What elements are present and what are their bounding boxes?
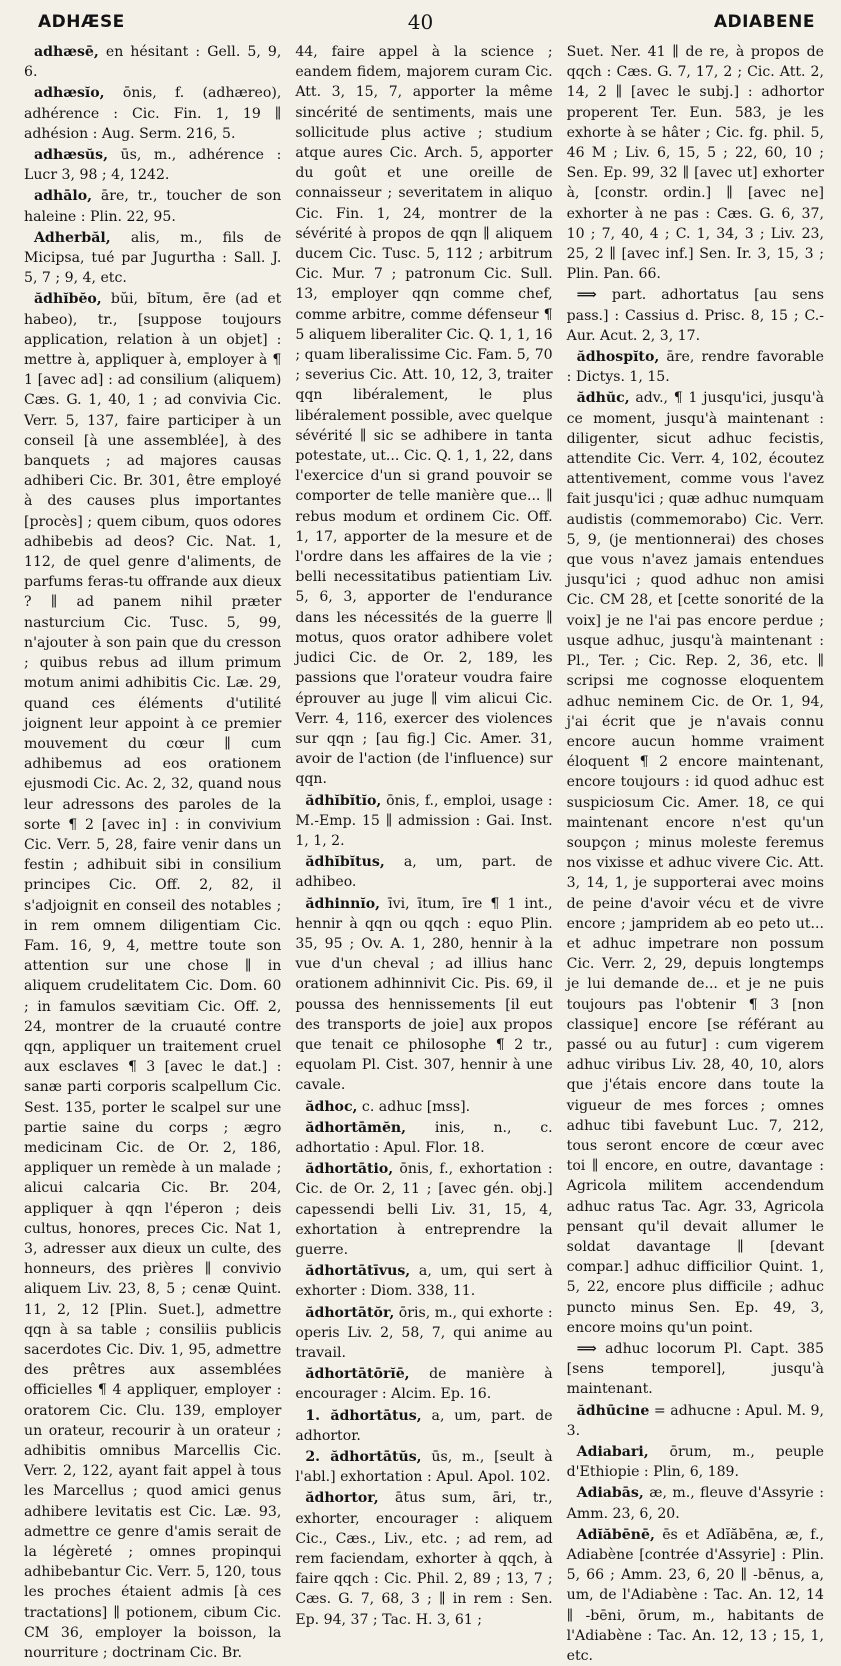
dictionary-entry (567, 285, 824, 346)
dictionary-entry (295, 1488, 552, 1629)
entry-definition: ātus sum, āri, tr., exhorter, encourager : aliquem Cic., Cæs., Liv., etc. ; ad rem, ad rem faciendam, exhorter à qqch, à faire qqch : Cic. Phil. 2, 89 ; 13, 7 ; Cæs. G. 7, 68, 3 ; ∥ in rem : Sen. Ep. 94, 37 ; Tac. H. 3, 61 ; (295, 1490, 553, 1628)
entry-headword: ădhŭc, (576, 390, 630, 407)
entry-definition: æ, m., fleuve d'Assyrie : Amm. 23, 6, 20. (566, 1485, 824, 1522)
dictionary-entry (567, 1442, 824, 1482)
entry-headword: 1. ădhortātus, (305, 1407, 422, 1424)
dictionary-entry (295, 1406, 552, 1446)
page-number: 40 (407, 10, 434, 34)
entry-headword: ădhoc, (305, 1098, 358, 1115)
dictionary-entry (567, 1339, 824, 1400)
dictionary-entry (295, 1097, 552, 1117)
column-3 (566, 42, 824, 1665)
entry-definition: ōnis, f. (adhæreo), adhérence : Cic. Fin. 1, 19 ∥ adhésion : Aug. Serm. 216, 5. (24, 85, 282, 142)
dictionary-entry (567, 1483, 824, 1523)
column-1 (24, 42, 282, 1662)
entry-headword: Adiabās, (576, 1485, 644, 1502)
entry-headword: Adiabari, (576, 1444, 649, 1461)
entry-definition: adhuc locorum Pl. Capt. 385 [sens temporel], jusqu'à maintenant. (566, 1341, 824, 1398)
entry-definition: ōrum, m., peuple d'Ethiopie : Plin, 6, 189. (566, 1444, 824, 1481)
dictionary-entry (567, 388, 824, 1338)
entry-definition: a, um, qui sert à exhorter : Diom. 338, 11. (295, 1263, 553, 1300)
dictionary-entry (567, 347, 824, 387)
entry-headword: ădhospĭto, (576, 349, 660, 366)
dictionary-entry (295, 1303, 552, 1364)
text-columns (24, 42, 824, 1665)
entry-definition: ūs, m., adhérence : Lucr 3, 98 ; 4, 1242. (24, 147, 282, 184)
dictionary-entry (24, 228, 281, 289)
column-2 (295, 42, 553, 1628)
entry-headword: ⟹ (576, 1341, 597, 1357)
entry-headword: ⟹ (576, 287, 597, 304)
entry-definition: c. adhuc [mss]. (357, 1098, 471, 1115)
entry-definition: āre, tr., toucher de son haleine : Plin. 22, 95. (24, 188, 282, 225)
entry-definition: īvi, ītum, īre ¶ 1 int., hennir à qqn ou qqch : equo Plin. 35, 95 ; Ov. A. 1, 280, hennir à la vue d'un cheval ; ad illius hanc orationem adhinnivit Cic. Pis. 69, il poussa des hennissements [il eut des transports de joie] aux propos que tenait ce philosophe ¶ 2 tr., equolam Pl. Cist. 307, hennir à une cavale. (295, 895, 553, 1094)
header-right-guideword: ADIABENE (713, 12, 815, 32)
entry-definition: ōnis, f., exhortation : Cic. de Or. 2, 11 ; [avec gén. obj.] capessendi belli Liv. 31, 15, 4, exhortation à entreprendre la guerre. (295, 1161, 553, 1258)
entry-definition: adv., ¶ 1 jusqu'ici, jusqu'à ce moment, jusqu'à maintenant : diligenter, sicut adhuc fecistis, attendite Cic. Verr. 4, 102, écoutez attentivement, comme vous l'avez fait jusqu'ici ; quæ adhuc numquam audistis (commemorabo) Cic. Verr. 5, 9, (je mentionnerai) des choses que vous n'avez jamais entendues jusqu'ici ; quod adhuc non amisi Cic. CM 28, et [cette sonorité de la voix] je ne l'ai pas encore perdue ; usque adhuc, jusqu'à maintenant : Pl., Ter. ; Cic. Rep. 2, 36, etc. ∥ scripsi me cognosse eloquentem adhuc neminem Cic. de Or. 1, 94, j'ai écrit que je n'avais connu encore aucun homme vraiment éloquent ¶ 2 encore maintenant, encore toujours : id quod adhuc est suspiciosum Cic. Amer. 18, ce qui maintenant encore n'est qu'un soupçon ; minus moleste feremus nos vixisse et adhuc vivere Cic. Att. 3, 14, 1, je supporterai avec moins de peine d'avoir vécu et de vivre encore ; jampridem ab eo peto ut... et adhuc impetrare non possum Cic. Verr. 2, 29, depuis longtemps je lui demande de... et je ne puis toujours pas l'obtenir ¶ 3 [non classique] encore [se référant au passé ou au futur] : cum vigerem adhuc viribus Liv. 28, 40, 10, alors que j'étais encore dans toute la vigueur de mes forces ; omnes adhuc tibi favebunt Luc. 7, 212, tous seront encore de cœur avec toi ∥ encore, en outre, davantage : Agricola militem accendendum adhuc ratus Tac. Agr. 33, Agricola pensant qu'il devait allumer le soldat davantage ∥ [devant compar.] adhuc difficilior Quint. 1, 5, 22, encore plus difficile ; adhuc puncto minus Sen. Ep. 49, 3, encore moins qu'un point. (566, 390, 824, 1336)
entry-definition: 44, faire appel à la science ; eandem fidem, majorem curam Cic. Att. 3, 15, 7, apporter la même sincérité de sentiments, mais une sollicitude plus active ; studium atque aures Cic. Arch. 5, apporter du goût et une oreille de connaisseur ; severitatem in aliquo Cic. Fin. 1, 24, montrer de la sévérité à propos de qqn ∥ aliquem ducem Cic. Tusc. 5, 112 ; arbitrum Cic. Mur. 7 ; patronum Cic. Sull. 13, employer qqn comme chef, comme arbitre, comme défenseur ¶ 5 aliquem liberaliter Cic. Q. 1, 1, 16 ; quam liberalissime Cic. Fam. 5, 70 ; severius Cic. Att. 10, 12, 3, traiter qqn libéralement, le plus libéralement possible, avec quelque sévérité ∥ sic se adhibere in tanta potestate, ut... Cic. Q. 1, 1, 22, dans l'exercice d'un si grand pouvoir se comporter de telle manière que... ∥ rebus modum et ordinem Cic. Off. 1, 17, apporter de la mesure et de l'ordre dans les affaires de la vie ; belli necessitatibus patientiam Liv. 5, 6, 3, apporter de l'endurance dans les nécessités de la guerre ∥ motus, quos orator adhibere volet judici Cic. de Or. 2, 189, les passions que l'orateur voudra faire éprouver au juge ∥ vim alicui Cic. Verr. 4, 116, exercer des violences sur qqn ; [au fig.] Cic. Amer. 31, avoir de l'action (de l'influence) sur qqn. (295, 44, 553, 788)
dictionary-entry (24, 145, 281, 185)
entry-headword: ădhĭbĕo, (34, 291, 102, 308)
entry-definition: a, um, part. de adhortor. (295, 1407, 553, 1444)
entry-headword: adhālo, (34, 188, 93, 205)
entry-headword: adhæsŭs, (34, 147, 108, 164)
dictionary-entry (567, 1525, 824, 1666)
entry-headword: adhæsē, (34, 44, 99, 60)
dictionary-entry (295, 42, 552, 790)
entry-headword: Adherbăl, (34, 229, 111, 246)
header-left-guideword: ADHÆSE (38, 12, 125, 32)
entry-definition: āre, rendre favorable : Dictys. 1, 15. (566, 349, 824, 386)
dictionary-entry (295, 852, 552, 892)
entry-headword: ădhortātŏr, (305, 1304, 395, 1321)
entry-headword: ădhortātīvus, (305, 1263, 411, 1280)
entry-headword: ădhortātōrĭē, (305, 1366, 410, 1383)
entry-headword: ădhortāmĕn, (305, 1119, 407, 1136)
entry-headword: ădhinnĭo, (305, 895, 381, 912)
entry-definition: inis, n., c. adhortatio : Apul. Flor. 18. (295, 1119, 553, 1156)
entry-headword: ădhūcine (576, 1402, 650, 1419)
entry-definition: alis, m., fils de Micipsa, tué par Jugurtha : Sall. J. 5, 7 ; 9, 4, etc. (24, 229, 282, 287)
entry-definition: = adhucne : Apul. M. 9, 3. (566, 1402, 824, 1439)
entry-headword: Adĭăbēnē, (576, 1526, 655, 1543)
dictionary-entry (567, 1401, 824, 1441)
entry-definition: Suet. Ner. 41 ∥ de re, à propos de qqch : Cæs. G. 7, 17, 2 ; Cic. Att. 2, 14, 2 ∥ [avec le subj.] : adhortor properent Ter. Eun. 583, je les exhorte à se hâter ; Cic. fg. phil. 5, 46 M ; Liv. 6, 15, 5 ; 22, 60, 10 ; Sen. Ep. 99, 32 ∥ [avec ut] exhorter à, [constr. ordin.] ∥ [avec ne] exhorter à ne pas : Cæs. G. 6, 37, 10 ; 7, 40, 4 ; C. 1, 34, 3 ; Liv. 23, 25, 2 ∥ [avec inf.] Sen. Ir. 3, 15, 3 ; Plin. Pan. 66. (566, 44, 824, 283)
dictionary-entry (295, 1261, 552, 1301)
entry-headword: ădhortātio, (305, 1161, 394, 1178)
entry-definition: bŭi, bĭtum, ēre (ad et habeo), tr., [suppose toujours application, relation à un objet] : mettre à, appliquer à, employer à ¶ 1 [avec ad] : ad consilium (aliquem) Cæs. G. 1, 40, 1 ; ad convivia Cic. Verr. 5, 137, faire participer à un conseil [à une assemblée], à des banquets ; ad majores causas adhiberi Cic. Br. 301, être employé à des causes plus importantes [procès] ; quem cibum, quos odores adhibebis ad deos? Cic. Nat. 1, 112, de quel genre d'aliments, de parfums feras-tu offrande aux dieux ? ∥ ad panem nihil præter nasturcium Cic. Tusc. 5, 99, n'ajouter à son pain que du cresson ; quibus rebus ad illum primum motum animi adhibitis Cic. Læ. 29, quand ces éléments d'utilité joignent leur appoint à ce premier mouvement du cœur ∥ cum adhibemus ad eos orationem ejusmodi Cic. Ac. 2, 32, quand nous leur adressons des paroles de la sorte ¶ 2 [avec in] : in convivium Cic. Verr. 5, 28, faire venir dans un festin ; adhibuit sibi in consilium principes Cic. Off. 2, 82, il s'adjoignit en conseil des notables ; in rem omnem diligentiam Cic. Fam. 16, 9, 4, mettre toute son attention sur une chose ∥ in aliquem crudelitatem Cic. Dom. 60 ; in famulos sævitiam Cic. Off. 2, 24, montrer de la cruauté contre qqn, appliquer un traitement cruel aux esclaves ¶ 3 [avec le dat.] : sanæ parti corporis scalpellum Cic. Sest. 135, porter le scalpel sur une partie saine du corps ; ægro medicinam Cic. de Or. 2, 186, appliquer un remède à un malade ; alicui calcaria Cic. Br. 204, appliquer à qqn l'éperon ; deis cultus, honores, preces Cic. Nat 1, 3, adresser aux dieux un culte, des honneurs, des prières ∥ convivio aliquem Liv. 23, 8, 5 ; cenæ Quint. 11, 2, 12 [Plin. Suet.], admettre qqn à sa table ; consiliis publicis sacerdotes Cic. Div. 1, 95, admettre des prêtres aux assemblées officielles ¶ 4 appliquer, employer : oratorem Cic. Clu. 139, employer un orateur, recourir à un orateur ; adhibitis omnibus Marcellis Cic. Verr. 2, 122, ayant fait appel à tous les Marcellus ; quod amici genus adhibere levitatis est Cic. Læ. 93, admettre ce genre d'amis serait de la légèreté ; omnes propinqui adhibebantur Cic. Verr. 5, 120, tous les proches étaient admis [à ces tractations] ∥ potionem, cibum Cic. CM 36, employer la boisson, la nourriture ; doctrinam Cic. Br. (24, 291, 282, 1662)
entry-headword: 2. ădhortātŭs, (305, 1449, 422, 1466)
entry-definition: a, um, part. de adhibeo. (295, 854, 553, 891)
running-header (0, 8, 841, 38)
dictionary-entry (295, 1118, 552, 1158)
dictionary-entry (295, 1447, 552, 1487)
entry-headword: adhæsĭo, (34, 85, 105, 102)
entry-definition: ūs, m., [seult à l'abl.] exhortation : Apul. Apol. 102. (295, 1449, 553, 1486)
entry-headword: ădhĭbĭtĭo, (305, 792, 382, 809)
entry-definition: part. adhortatus [au sens pass.] : Cassius d. Prisc. 8, 15 ; C.-Aur. Acut. 2, 3, 17. (566, 287, 824, 344)
entry-headword: ădhĭbĭtus, (305, 854, 385, 871)
entry-definition: ōris, m., qui exhorte : operis Liv. 2, 58, 7, qui anime au travail. (295, 1304, 553, 1361)
dictionary-entry (295, 1364, 552, 1404)
dictionary-entry (24, 289, 281, 1663)
entry-definition: ōnis, f., emploi, usage : M.-Emp. 15 ∥ admission : Gai. Inst. 1, 1, 2. (295, 792, 553, 849)
dictionary-entry (567, 42, 824, 284)
entry-headword: ădhortor, (305, 1490, 379, 1507)
dictionary-entry (295, 791, 552, 852)
entry-definition: en hésitant : Gell. 5, 9, 6. (24, 44, 282, 81)
entry-definition: de manière à encourager : Alcim. Ep. 16. (295, 1366, 553, 1403)
entry-definition: ēs et Adĭăbēna, æ, f., Adiabène [contrée d'Assyrie] : Plin. 5, 66 ; Amm. 23, 6, 20 ∥ -bēnus, a, um, de l'Adiabène : Tac. An. 12, 14 ∥ -bēni, ōrum, m., habitants de l'Adiabène : Tac. An. 12, 13 ; 15, 1, etc. (566, 1526, 824, 1665)
dictionary-entry (295, 1159, 552, 1260)
dictionary-entry (24, 83, 281, 144)
dictionary-entry (295, 894, 552, 1096)
dictionary-entry (24, 186, 281, 226)
dictionary-entry (24, 42, 281, 82)
